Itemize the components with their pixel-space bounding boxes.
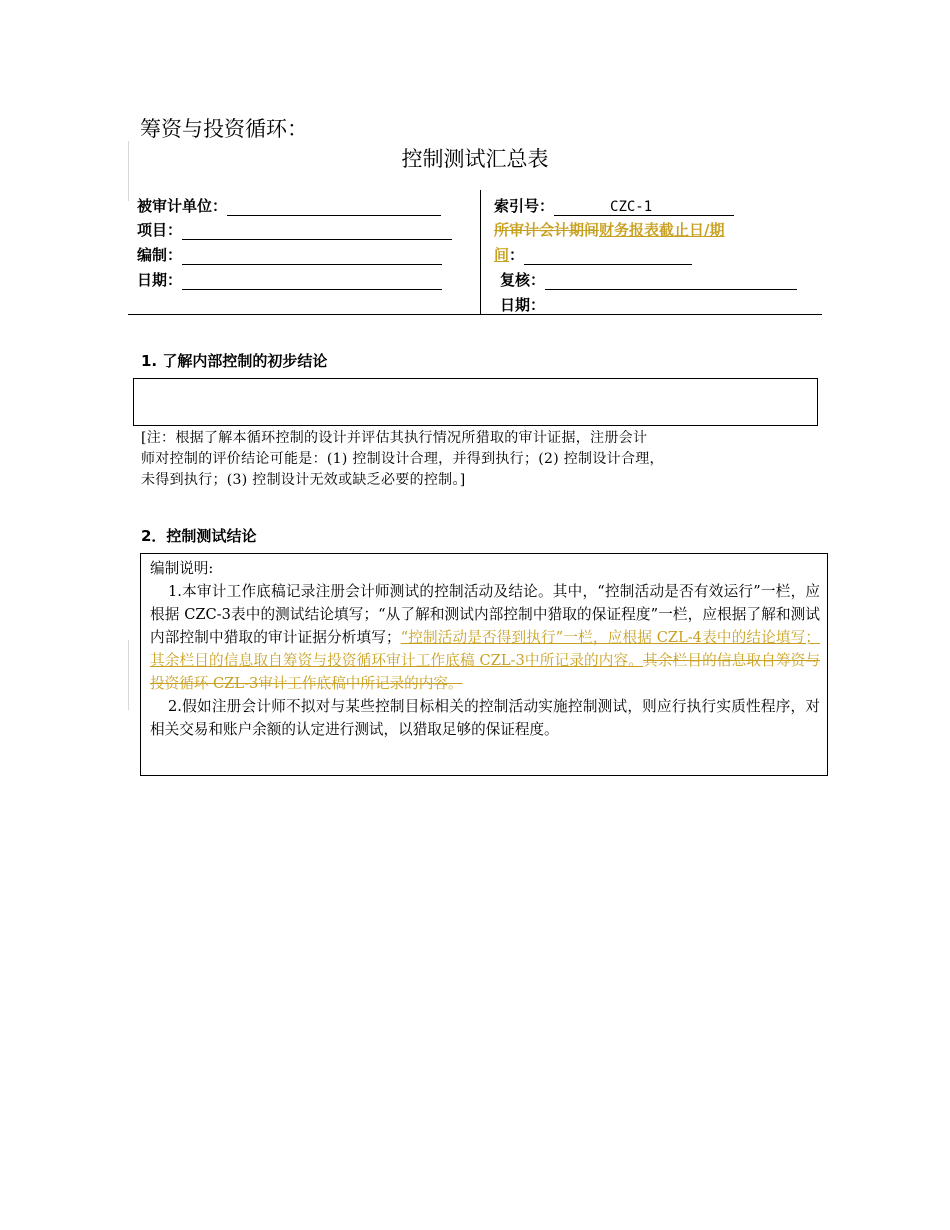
project-input[interactable] bbox=[182, 223, 452, 240]
para1-deleted-text: 其余栏目的信息取自筹资与投资循环 CZL-3审计工作底稿中所记录的内容。 bbox=[150, 652, 820, 692]
index-label: 索引号： bbox=[494, 197, 555, 215]
review-date-input[interactable] bbox=[545, 298, 797, 315]
date-field bbox=[137, 269, 442, 290]
period-field bbox=[494, 219, 725, 240]
preparer-field bbox=[137, 244, 442, 265]
reviewer-input[interactable] bbox=[545, 273, 797, 290]
period-inserted-text-2: 间 bbox=[494, 246, 510, 264]
note-line-2: 师对控制的评价结论可能是：(1) 控制设计合理，并得到执行；(2) 控制设计合理， bbox=[141, 451, 664, 467]
section1-heading: 1. 了解内部控制的初步结论 bbox=[141, 352, 328, 370]
note-line-3: 未得到执行；(3) 控制设计无效或缺乏必要的控制。] bbox=[141, 472, 466, 488]
instruction-paragraph-1 bbox=[150, 580, 820, 695]
review-date-label: 日期： bbox=[500, 296, 546, 314]
index-value: CZC-1 bbox=[610, 199, 653, 215]
period-field-line2 bbox=[494, 244, 692, 265]
section1-note bbox=[141, 428, 821, 491]
auditee-label: 被审计单位： bbox=[137, 197, 228, 215]
date-input[interactable] bbox=[182, 273, 442, 290]
section2-heading: 2．控制测试结论 bbox=[141, 527, 257, 545]
period-deleted-text: 所审计会计期间 bbox=[494, 221, 600, 239]
header-divider bbox=[480, 190, 481, 314]
change-margin-bar-2 bbox=[128, 640, 129, 710]
period-colon: ： bbox=[509, 246, 525, 264]
index-field bbox=[494, 195, 734, 216]
cycle-title: 筹资与投资循环： bbox=[140, 117, 308, 141]
auditee-input[interactable] bbox=[227, 199, 441, 216]
instruction-paragraph-2: 2.假如注册会计师不拟对与某些控制目标相关的控制活动实施控制测试，则应行执行实质性程序，对相关交易和账户余额的认定进行测试，以猎取足够的保证程度。 bbox=[150, 698, 820, 738]
project-label: 项目： bbox=[137, 221, 183, 239]
header-bottom-rule bbox=[128, 314, 822, 315]
date-label: 日期： bbox=[137, 271, 183, 289]
para1-text: 1.本审计工作底稿记录注册会计师测试的控制活动及结论。其中，“控制活动是否有效运行”一栏，应根据 CZC-3表中的测试结论填写；“从了解和测试内部控制中猎取的保证程度”一栏，应根据了解和测试内部控制中猎取的审计证据分析填写； bbox=[150, 583, 820, 646]
project-field bbox=[137, 219, 452, 240]
instructions-title: 编制说明: bbox=[150, 560, 214, 577]
instructions-text bbox=[150, 557, 820, 741]
preliminary-conclusion-box[interactable] bbox=[133, 378, 818, 426]
period-inserted-text: 财务报表截止日/期 bbox=[599, 221, 725, 239]
reviewer-label: 复核： bbox=[500, 271, 546, 289]
review-date-field bbox=[500, 294, 797, 315]
index-input[interactable] bbox=[554, 199, 734, 216]
para1-inserted-text: “控制活动是否得到执行”一栏，应根据 CZL-4表中的结论填写；其余栏目的信息取自筹资与投资循环审计工作底稿 CZL-3中所记录的内容。 bbox=[150, 629, 820, 669]
period-input[interactable] bbox=[524, 248, 692, 265]
preparer-input[interactable] bbox=[182, 248, 442, 265]
document-title: 控制测试汇总表 bbox=[401, 147, 549, 171]
auditee-field bbox=[137, 195, 441, 216]
reviewer-field bbox=[500, 269, 797, 290]
note-line-1: [注：根据了解本循环控制的设计并评估其执行情况所猎取的审计证据，注册会计 bbox=[141, 430, 648, 446]
preparer-label: 编制： bbox=[137, 246, 183, 264]
